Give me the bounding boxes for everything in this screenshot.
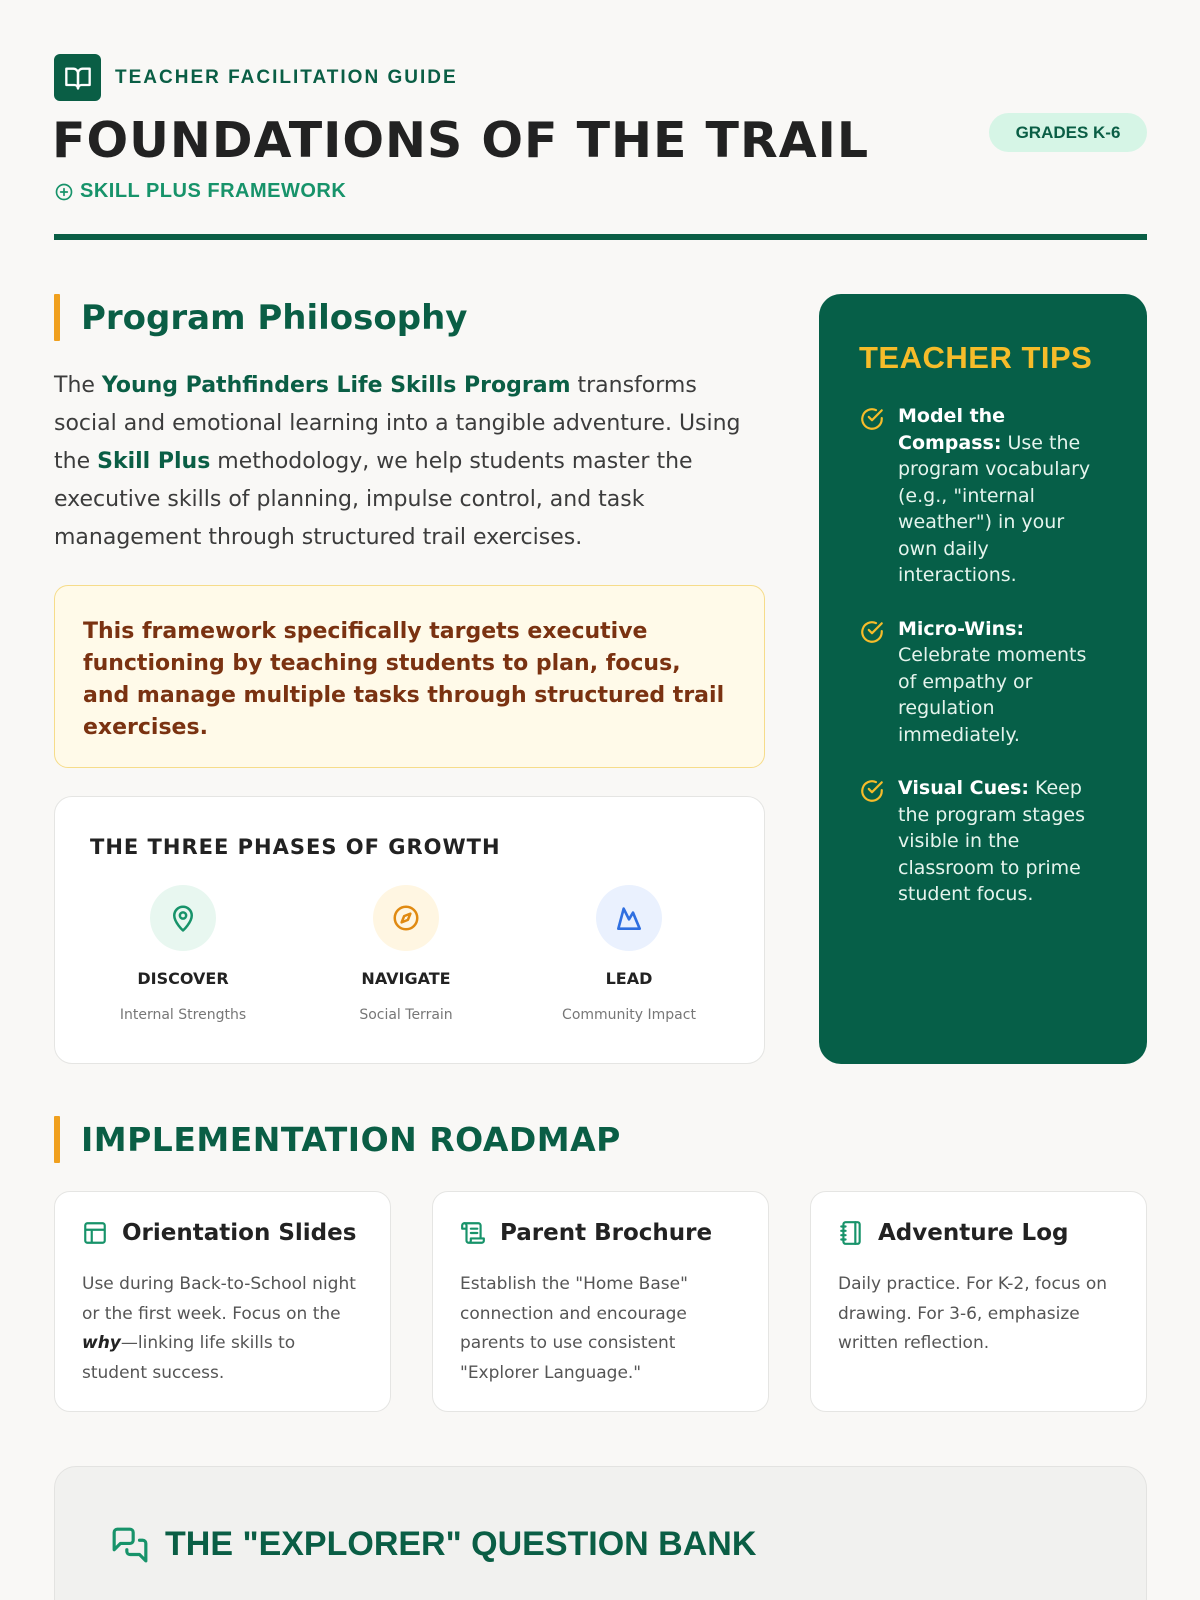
callout-box: This framework specifically targets executive functioning by teaching students to plan, focus, and manage multiple tasks through structured trail exercises. [54, 585, 765, 768]
tip-label: Micro-Wins: [898, 617, 1025, 640]
text-run: —linking life skills to student success. [82, 1333, 296, 1383]
accent-bar [54, 294, 60, 341]
philosophy-paragraph [54, 367, 764, 557]
card-adventure-log [810, 1191, 1147, 1412]
accent-bar [54, 1116, 60, 1163]
tip-text [898, 616, 1107, 749]
section-title: Program Philosophy [81, 297, 468, 338]
book-icon [54, 54, 101, 101]
card-orientation-slides [54, 1191, 391, 1412]
map-pin-icon [150, 885, 216, 951]
tip-body: Celebrate moments of empathy or regulation immediately. [898, 644, 1087, 746]
eyebrow-text: TEACHER FACILITATION GUIDE [115, 66, 458, 88]
header-divider [54, 234, 1147, 240]
teacher-tips-panel [819, 294, 1147, 1064]
phases-card [54, 796, 765, 1064]
card-title: Orientation Slides [122, 1220, 357, 1246]
card-header [838, 1220, 1119, 1246]
grade-badge: GRADES K-6 [989, 113, 1147, 152]
check-circle-icon [859, 406, 885, 432]
question-bank-title: THE "EXPLORER" QUESTION BANK [165, 1525, 757, 1563]
card-parent-brochure [432, 1191, 769, 1412]
tip-item [859, 616, 1107, 749]
subtitle [54, 180, 346, 203]
section-title: IMPLEMENTATION ROADMAP [81, 1120, 621, 1159]
mountain-icon [596, 885, 662, 951]
tip-label: Visual Cues: [898, 777, 1029, 799]
tip-item [859, 403, 1107, 589]
check-circle-icon [859, 778, 885, 804]
method-name: Skill Plus [97, 449, 211, 474]
tip-body: Use the program vocabulary (e.g., "internal weather") in your own daily interactions. [898, 431, 1091, 586]
card-header [82, 1220, 363, 1246]
emphasis: why [82, 1333, 121, 1353]
card-header [460, 1220, 741, 1246]
tip-item [859, 775, 1107, 908]
notebook-icon [838, 1220, 864, 1246]
plus-circle-icon [54, 182, 74, 202]
card-title: Parent Brochure [500, 1220, 713, 1246]
text-run: Use during Back-to-School night or the first week. Focus on the [82, 1274, 356, 1324]
phase-subtitle: Internal Strengths [119, 1007, 247, 1023]
phase-lead [518, 885, 740, 1023]
question-bank-header [111, 1525, 756, 1564]
tip-text [898, 775, 1107, 908]
phase-discover [72, 885, 294, 1023]
tips-title: TEACHER TIPS [859, 340, 1093, 375]
text-run: The [54, 373, 102, 398]
card-body: Daily practice. For K-2, focus on drawing. For 3-6, emphasize written reflection. [838, 1274, 1107, 1353]
tip-label: Model the Compass: [898, 405, 1006, 454]
phase-navigate [295, 885, 517, 1023]
layout-icon [82, 1220, 108, 1246]
card-body [82, 1270, 363, 1388]
phase-label: LEAD [605, 969, 653, 988]
roadmap-heading [54, 1116, 621, 1163]
text-run: transforms social and emotional learning into a tangible adventure. Using the [54, 373, 741, 474]
text-run: methodology, we help students master the executive skills of planning, impulse control, and task management through structured trail exercises. [54, 449, 693, 550]
check-circle-icon [859, 619, 885, 645]
tip-body: Keep the program stages visible in the classroom to prime student focus. [898, 777, 1086, 905]
card-title: Adventure Log [878, 1220, 1069, 1246]
phase-label: DISCOVER [137, 969, 229, 988]
compass-icon [373, 885, 439, 951]
question-bank-panel [54, 1466, 1147, 1600]
page-title: FOUNDATIONS OF THE TRAIL [52, 112, 870, 169]
subtitle-text: SKILL PLUS FRAMEWORK [80, 180, 347, 202]
chat-bubbles-icon [111, 1526, 149, 1564]
phases-title: THE THREE PHASES OF GROWTH [90, 835, 501, 859]
card-body: Establish the "Home Base" connection and encourage parents to use consistent "Explorer Language." [460, 1274, 688, 1383]
philosophy-heading [54, 294, 467, 341]
phase-subtitle: Social Terrain [359, 1007, 453, 1023]
eyebrow [54, 54, 458, 101]
phase-subtitle: Community Impact [562, 1007, 696, 1023]
phase-label: NAVIGATE [361, 969, 451, 988]
program-name: Young Pathfinders Life Skills Program [101, 373, 571, 398]
tip-text [898, 403, 1107, 589]
scroll-icon [460, 1220, 486, 1246]
